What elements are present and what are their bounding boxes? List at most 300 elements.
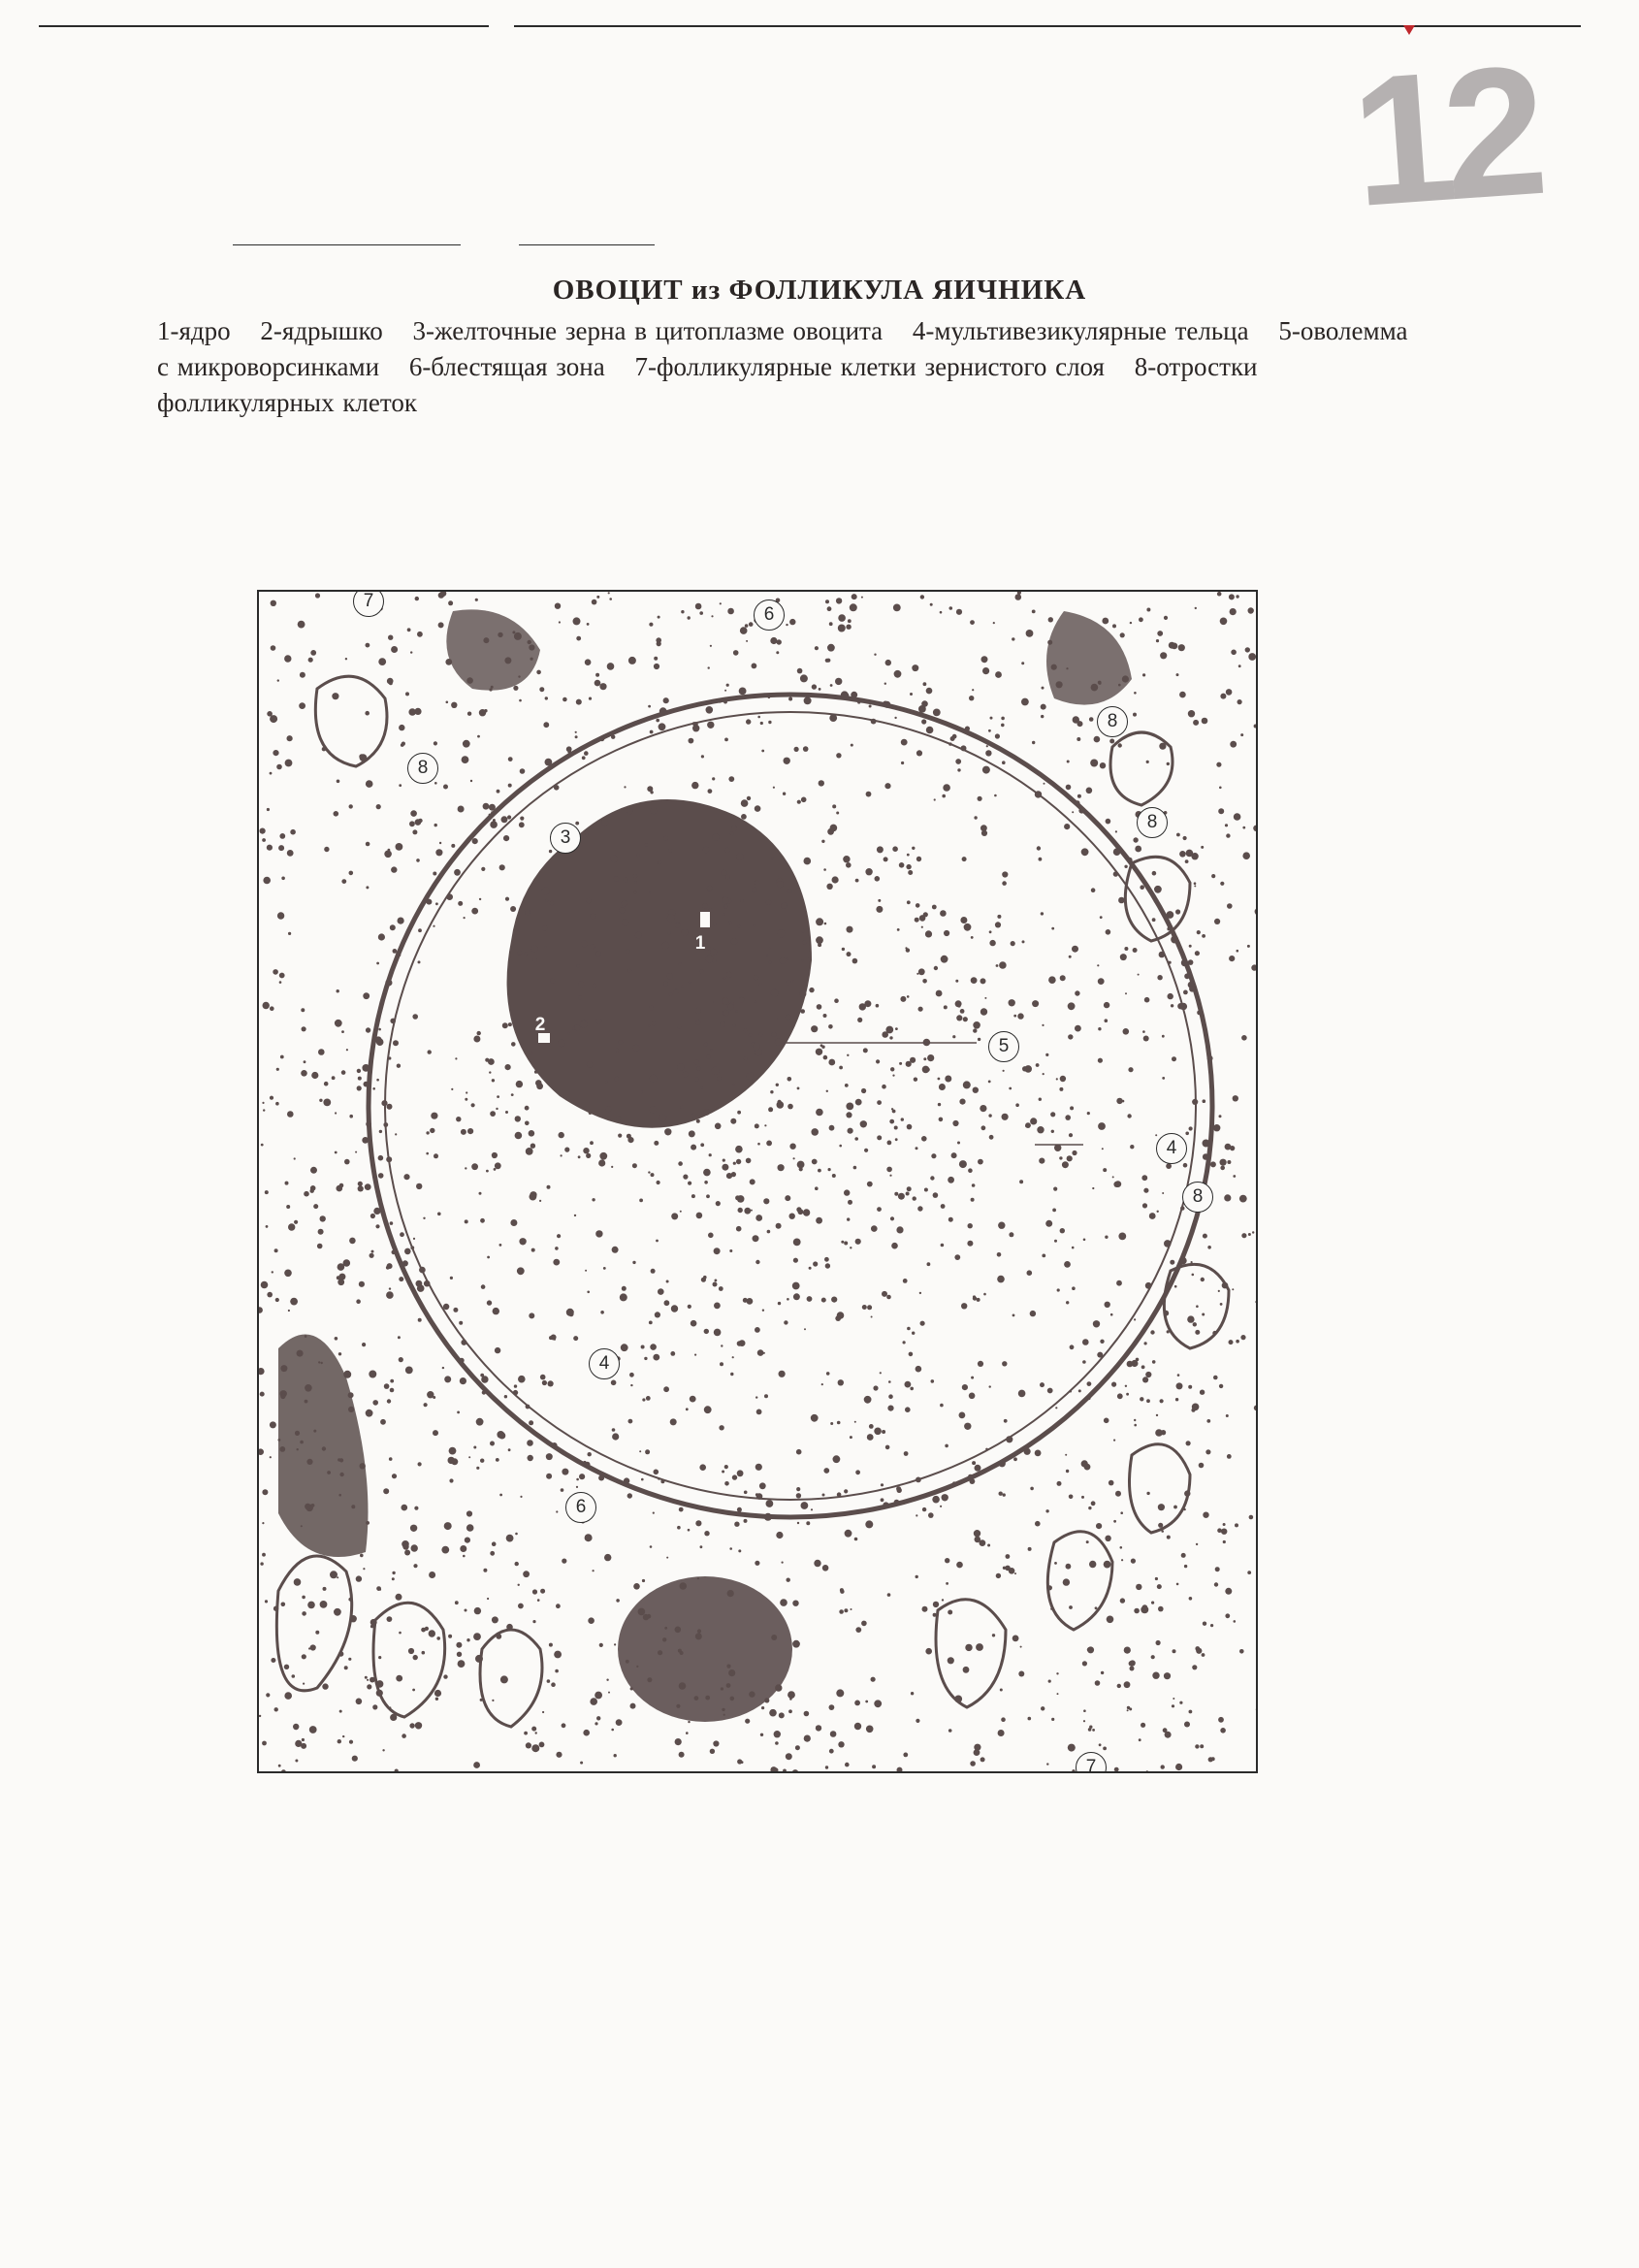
granule xyxy=(1167,927,1171,931)
granule xyxy=(1047,640,1052,645)
granule xyxy=(284,1692,292,1700)
granule xyxy=(1193,1322,1197,1326)
granule xyxy=(919,1292,921,1294)
granule xyxy=(396,1594,402,1601)
granule xyxy=(916,1514,917,1516)
granule xyxy=(826,1090,828,1092)
page-title: ОВОЦИТ из ФОЛЛИКУЛА ЯИЧНИКА xyxy=(552,275,1087,306)
granule xyxy=(823,868,826,871)
granule xyxy=(980,1105,986,1112)
granule xyxy=(933,1602,939,1607)
granule xyxy=(1142,673,1145,676)
granule xyxy=(362,1064,370,1072)
granule xyxy=(847,952,852,956)
granule xyxy=(285,760,293,767)
granule xyxy=(349,1115,353,1118)
granule xyxy=(816,918,823,925)
granule xyxy=(892,846,898,852)
granule xyxy=(1256,1325,1258,1330)
granule xyxy=(1158,1523,1163,1528)
granule xyxy=(318,1049,325,1055)
granule xyxy=(518,1584,520,1586)
granule xyxy=(989,930,992,933)
granule xyxy=(704,1406,712,1413)
granule xyxy=(559,621,561,623)
granule xyxy=(1118,1233,1126,1241)
granule xyxy=(508,1022,512,1026)
granule xyxy=(551,1335,557,1341)
granule xyxy=(831,1297,837,1303)
granule xyxy=(1083,1709,1086,1712)
granule xyxy=(931,1153,936,1158)
granule xyxy=(954,1696,962,1703)
granule xyxy=(704,1043,708,1047)
granule xyxy=(1195,607,1197,609)
granule xyxy=(726,972,732,978)
granule xyxy=(360,1554,364,1558)
granule xyxy=(515,1533,518,1536)
granule xyxy=(543,722,549,728)
granule xyxy=(463,740,470,748)
granule xyxy=(389,682,393,686)
granule xyxy=(921,1136,927,1142)
granule xyxy=(301,1525,303,1527)
granule xyxy=(1009,1232,1013,1237)
granule xyxy=(413,1564,417,1568)
granule xyxy=(750,1179,755,1184)
granule xyxy=(1175,1764,1182,1770)
granule xyxy=(382,993,386,997)
granule xyxy=(1075,1025,1081,1032)
granule xyxy=(904,1451,909,1456)
granule xyxy=(793,1258,798,1263)
granule xyxy=(972,1461,976,1465)
granule xyxy=(520,1496,522,1498)
granule xyxy=(924,1188,928,1192)
granule xyxy=(1069,1495,1074,1500)
granule xyxy=(841,1241,844,1244)
granule xyxy=(921,926,923,928)
granule xyxy=(784,758,790,764)
granule xyxy=(1118,897,1125,904)
granule xyxy=(622,919,629,926)
granule xyxy=(302,1596,305,1600)
granule xyxy=(1050,1112,1055,1117)
granule xyxy=(846,1103,853,1111)
granule xyxy=(1192,1099,1198,1105)
granule xyxy=(1044,783,1045,785)
granule xyxy=(1124,1681,1131,1688)
granule xyxy=(1110,1313,1113,1316)
granule xyxy=(513,1390,518,1395)
granule xyxy=(768,948,770,950)
granule xyxy=(529,1130,535,1137)
granule xyxy=(556,1604,561,1608)
granule xyxy=(593,984,596,988)
granule xyxy=(281,877,285,881)
granule xyxy=(1043,1073,1044,1075)
granule xyxy=(588,1617,595,1624)
granule xyxy=(309,1771,313,1773)
granule xyxy=(666,1280,669,1283)
granule xyxy=(295,1431,300,1436)
granule xyxy=(821,1298,826,1303)
granule xyxy=(516,1081,523,1087)
granule xyxy=(836,753,841,758)
granule xyxy=(513,686,518,691)
granule xyxy=(1135,846,1141,853)
granule xyxy=(660,1479,664,1483)
granule xyxy=(1134,692,1137,695)
granule xyxy=(1239,1195,1247,1203)
granule xyxy=(532,1620,535,1623)
granule xyxy=(1138,974,1140,976)
granule xyxy=(648,1025,650,1027)
granule xyxy=(982,766,990,774)
granule xyxy=(1002,881,1007,886)
granule xyxy=(358,1185,364,1191)
granule xyxy=(884,701,890,708)
granule xyxy=(969,1393,976,1400)
granule xyxy=(1095,1680,1101,1686)
granule xyxy=(1082,1339,1089,1345)
granule xyxy=(970,1761,976,1766)
granule xyxy=(787,1298,789,1301)
granule xyxy=(611,1729,614,1732)
granule xyxy=(1252,1231,1254,1233)
granule xyxy=(759,984,762,987)
granule xyxy=(907,1124,913,1130)
granule xyxy=(371,1250,374,1253)
granule xyxy=(721,870,726,876)
granule xyxy=(548,1380,554,1386)
granule xyxy=(1054,1562,1057,1565)
granule xyxy=(1220,618,1228,626)
granule xyxy=(997,1276,1005,1283)
granule xyxy=(595,1692,602,1700)
granule xyxy=(907,1327,911,1331)
granule xyxy=(925,930,932,937)
granule xyxy=(965,1644,972,1651)
granule xyxy=(1196,1305,1199,1308)
granule xyxy=(1199,1463,1205,1469)
granule xyxy=(1047,1585,1052,1590)
granule xyxy=(716,1201,721,1206)
granule xyxy=(816,1049,822,1055)
granule xyxy=(1001,1717,1006,1722)
granule xyxy=(1203,1099,1206,1103)
granule xyxy=(857,700,860,703)
granule xyxy=(705,1696,710,1701)
granule xyxy=(379,1130,382,1133)
granule xyxy=(615,1049,619,1053)
granule xyxy=(886,1167,892,1173)
granule xyxy=(599,736,604,741)
granule xyxy=(633,891,636,893)
granule xyxy=(576,699,582,705)
granule xyxy=(855,879,859,883)
granule xyxy=(487,1300,492,1305)
granule xyxy=(824,923,827,925)
granule xyxy=(948,1657,954,1664)
granule xyxy=(470,780,472,782)
granule xyxy=(952,734,957,739)
granule xyxy=(271,1658,275,1663)
granule xyxy=(679,1752,685,1758)
granule xyxy=(700,969,704,973)
granule xyxy=(1219,1384,1223,1388)
granule xyxy=(916,903,920,908)
granule xyxy=(1242,826,1245,829)
granule xyxy=(633,1583,640,1590)
granule xyxy=(706,1054,710,1058)
granule xyxy=(792,1282,800,1290)
granule xyxy=(755,1396,757,1398)
granule xyxy=(1183,1163,1188,1168)
granule xyxy=(526,1148,533,1155)
granule xyxy=(392,1250,397,1255)
granule xyxy=(975,1750,979,1754)
granule xyxy=(703,1276,707,1280)
granule xyxy=(738,1199,742,1203)
granule xyxy=(621,1344,628,1351)
granule xyxy=(392,1571,395,1574)
granule xyxy=(338,1352,341,1355)
granule xyxy=(545,899,548,902)
granule xyxy=(1161,1430,1166,1435)
granule xyxy=(972,689,974,691)
granule xyxy=(952,1035,955,1038)
granule xyxy=(514,1384,517,1387)
granule xyxy=(728,1669,735,1676)
granule xyxy=(1152,871,1157,876)
granule xyxy=(1247,945,1250,948)
granule xyxy=(471,1103,475,1107)
granule xyxy=(1194,885,1196,887)
granule xyxy=(1091,888,1096,892)
granule xyxy=(271,645,276,651)
granule xyxy=(746,1073,754,1081)
granule xyxy=(317,1244,323,1249)
granule xyxy=(555,1247,559,1250)
granule xyxy=(788,697,792,701)
granule xyxy=(532,1589,537,1594)
granule xyxy=(1227,1454,1232,1459)
granule xyxy=(776,1532,783,1539)
granule xyxy=(971,1198,975,1202)
granule xyxy=(263,1109,265,1111)
granule xyxy=(435,1698,438,1701)
granule xyxy=(270,715,277,723)
granule xyxy=(530,658,533,661)
granule xyxy=(882,1085,886,1089)
granule xyxy=(1171,936,1178,944)
granule xyxy=(847,926,853,933)
granule xyxy=(1098,1122,1106,1130)
granule xyxy=(1114,1767,1119,1772)
granule xyxy=(518,675,520,677)
granule xyxy=(561,1488,564,1492)
granule xyxy=(460,1377,466,1384)
granule xyxy=(763,1352,765,1354)
granule xyxy=(662,1120,664,1122)
granule xyxy=(490,821,498,828)
granule xyxy=(305,1504,310,1509)
granule xyxy=(531,1744,539,1752)
granule xyxy=(899,862,905,868)
granule xyxy=(1230,741,1237,748)
granule xyxy=(694,1354,696,1356)
granule xyxy=(1030,1118,1037,1124)
granule xyxy=(1157,975,1162,980)
granule xyxy=(793,1293,800,1300)
granule xyxy=(270,1006,274,1011)
granule xyxy=(448,1635,452,1638)
callout-8-right-low: 8 xyxy=(1182,1182,1213,1213)
granule xyxy=(828,1168,831,1171)
granule xyxy=(719,1286,723,1291)
granule xyxy=(720,602,722,604)
granule xyxy=(794,747,799,752)
granule xyxy=(940,910,947,917)
granule xyxy=(376,962,379,965)
granule xyxy=(1203,1140,1210,1148)
granule xyxy=(713,1740,719,1746)
granule xyxy=(529,1420,533,1425)
granule xyxy=(1129,1661,1135,1667)
granule xyxy=(776,651,779,654)
granule xyxy=(962,857,967,861)
granule xyxy=(259,1368,265,1375)
granule xyxy=(1152,1360,1156,1364)
granule xyxy=(508,1448,511,1451)
granule xyxy=(664,1627,667,1630)
granule xyxy=(358,1182,363,1186)
granule xyxy=(914,1078,917,1082)
granule xyxy=(511,1093,514,1096)
granule xyxy=(505,1111,508,1114)
granule xyxy=(590,1141,594,1145)
granule xyxy=(701,755,704,758)
granule xyxy=(1140,1397,1143,1401)
granule xyxy=(588,1452,592,1456)
granule xyxy=(703,1169,711,1177)
callout-2-nucleolus: 2 xyxy=(534,1015,546,1035)
granule xyxy=(396,1675,402,1682)
granule xyxy=(916,1575,918,1578)
granule xyxy=(855,1627,861,1633)
granule xyxy=(573,1336,578,1341)
granule xyxy=(471,1163,478,1170)
granule xyxy=(1098,682,1101,685)
granule xyxy=(954,1254,960,1260)
granule xyxy=(614,876,620,882)
granule xyxy=(1202,718,1208,725)
granule xyxy=(561,1154,562,1156)
granule xyxy=(1176,1583,1179,1586)
granule xyxy=(503,835,509,841)
granule xyxy=(399,784,402,787)
granule xyxy=(836,812,839,815)
granule xyxy=(455,1601,459,1604)
granule xyxy=(863,1048,868,1053)
granule xyxy=(816,1109,823,1117)
granule xyxy=(418,1462,422,1466)
granule xyxy=(365,1183,371,1190)
granule xyxy=(399,1357,403,1362)
granule xyxy=(753,1043,760,1051)
granule xyxy=(1254,1406,1258,1411)
granule xyxy=(1045,1053,1048,1056)
granule xyxy=(845,1763,850,1767)
granule xyxy=(932,1496,940,1504)
granule xyxy=(772,1032,777,1037)
granule xyxy=(575,1772,578,1773)
granule xyxy=(360,1463,366,1469)
granule xyxy=(1076,800,1080,805)
granule xyxy=(529,1312,534,1318)
granule xyxy=(1167,911,1174,919)
granule xyxy=(1191,1261,1193,1263)
granule xyxy=(322,1446,326,1450)
granule xyxy=(778,1164,785,1171)
callout-8-left: 8 xyxy=(407,753,438,784)
granule xyxy=(854,1137,858,1141)
granule xyxy=(273,1606,278,1611)
granule xyxy=(299,702,305,709)
granule xyxy=(505,1064,511,1070)
granule xyxy=(825,659,829,663)
granule xyxy=(1169,642,1175,649)
granule xyxy=(1123,1028,1130,1035)
granule xyxy=(1218,808,1224,814)
granule xyxy=(271,600,276,606)
granule xyxy=(412,829,417,834)
granule xyxy=(363,1568,365,1570)
granule xyxy=(399,725,404,730)
granule xyxy=(430,1128,434,1133)
granule xyxy=(801,1502,809,1509)
granule xyxy=(688,1182,691,1185)
granule xyxy=(1072,1769,1075,1772)
granule xyxy=(749,1033,752,1036)
granule xyxy=(337,1458,340,1461)
granule xyxy=(653,1512,655,1514)
granule xyxy=(303,1683,305,1685)
granule xyxy=(825,1766,828,1768)
granule xyxy=(1083,1399,1087,1403)
granule xyxy=(300,672,305,678)
granule xyxy=(989,940,995,946)
granule xyxy=(921,700,928,707)
granule xyxy=(803,1209,810,1215)
granule xyxy=(903,1279,908,1283)
granule xyxy=(813,1261,818,1266)
granule xyxy=(1018,1671,1024,1677)
granule xyxy=(645,1449,650,1454)
granule xyxy=(1191,853,1198,859)
callout-1-nucleus: 1 xyxy=(694,933,706,954)
granule xyxy=(719,701,721,703)
granule xyxy=(658,616,660,619)
granule xyxy=(733,1162,736,1165)
granule xyxy=(551,1682,556,1687)
granule xyxy=(804,1735,811,1742)
granule xyxy=(865,868,872,875)
granule xyxy=(1088,1507,1091,1509)
granule xyxy=(786,624,787,626)
granule xyxy=(998,1222,1005,1229)
